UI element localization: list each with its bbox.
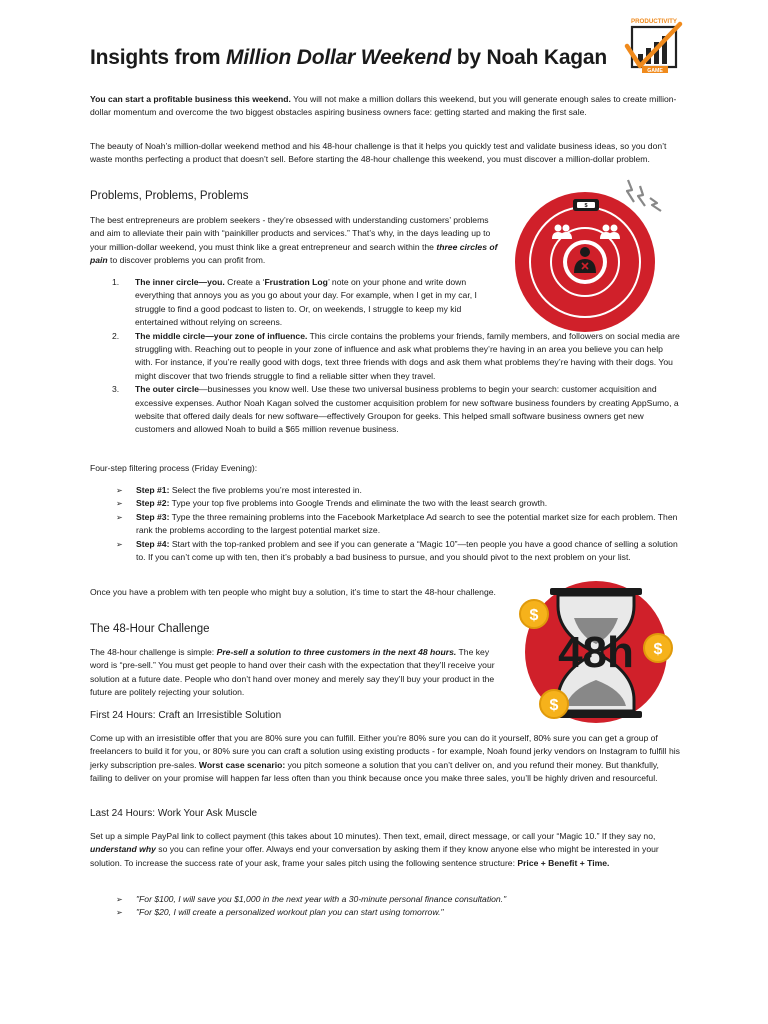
coin-symbol: $ xyxy=(653,641,663,658)
first24-text-a: Come up with an irresistible offer that you are 80% sure you can fulfill. Either you’re 80% sure you can do it yourself, 80% sure you can get a group of freelancers to build it for you, or 80% sure you can craft a solution using existing products - for example, Noah found jerky vendors on Instagram to fulfill his jerky subscription pre-sales. xyxy=(90,733,680,770)
list-item xyxy=(90,538,680,565)
list-item xyxy=(90,906,680,919)
logo-top-text: PRODUCTIVITY xyxy=(630,18,678,25)
section-heading-problems: Problems, Problems, Problems xyxy=(90,190,249,202)
step-label: Step #3: xyxy=(136,511,170,522)
last24-text-a: Set up a simple PayPal link to collect payment (this takes about 10 minutes). Then text, email, direct message, or call your “Magic 10.” If they say no, xyxy=(90,831,656,841)
item-text-rest: ’ note on your phone and write down everything that annoys you as you go about your day. For example, when I get in my car, I struggle to find a good podcast to listen to. Or, on weekends, I struggle to keep my kid entertained without relying on screens. xyxy=(135,277,477,328)
money-symbol: $ xyxy=(584,203,588,210)
coin-icon xyxy=(520,600,548,628)
list-item xyxy=(90,330,680,384)
item-lead: The middle circle—your zone of influence. xyxy=(135,330,308,341)
arrow-bullet-icon: ➢ xyxy=(116,499,123,509)
example-text: "For $100, I will save you $1,000 in the next year with a 30-minute personal finance consultation." xyxy=(136,894,507,904)
list-item xyxy=(90,893,680,906)
examples-list xyxy=(90,893,680,920)
item-lead: The outer circle xyxy=(135,384,199,395)
intro-paragraph-2: The beauty of Noah’s million-dollar weekend method and his 48-hour challenge is that it helps you quickly test and validate business ideas, so you don’t waste months perfecting a product that doesn’t sell. Before starting the 48-hour challenge this weekend, you must discover a million-dollar problem. xyxy=(90,141,667,165)
step-text: Start with the top-ranked problem and see if you can generate a “Magic 10”—ten people you have a good chance of selling a solution to. If you can’t come up with ten, then it’s probably a bad business to pursue, and you should pivot to the next problem on your list. xyxy=(136,538,678,563)
arrow-bullet-icon: ➢ xyxy=(116,908,123,918)
arrow-bullet-icon: ➢ xyxy=(116,486,123,495)
title-book: Million Dollar Weekend xyxy=(226,46,452,69)
productivity-game-logo xyxy=(624,16,684,74)
hourglass-icon xyxy=(514,580,680,726)
step-text: Type the three remaining problems into the Facebook Marketplace Ad search to see the potential market size for each problem. Then rank the problems according to the largest potential market size. xyxy=(136,511,678,536)
problems-paragraph xyxy=(90,214,505,268)
challenge-text-b: The key word is “pre-sell.” You must get people to hand over their cash with the expectation that they’ll receive your solution at a future date. People who don’t hand over money and merely say they’ll buy your product in the future are politely rejecting your solution. xyxy=(90,647,495,698)
list-item xyxy=(90,383,680,437)
filtering-label: Four-step filtering process (Friday Evening): xyxy=(90,463,258,473)
first24-paragraph xyxy=(90,732,680,786)
challenge-paragraph xyxy=(90,646,502,700)
page-title xyxy=(90,46,607,70)
list-item xyxy=(90,511,680,538)
step-label: Step #2: xyxy=(136,498,170,509)
item-number: 1. xyxy=(112,277,120,287)
coin-icon xyxy=(644,634,672,662)
arrow-bullet-icon: ➢ xyxy=(116,539,123,549)
problems-text-a: The best entrepreneurs are problem seekers - they’re obsessed with understanding customers’ problems and aim to alleviate their pain with “painkiller products and services.” That’s why, in the days leading up to your million-dollar weekend, you must think like a great entrepreneur and search within the xyxy=(90,215,491,252)
frustration-log-label: Frustration Log xyxy=(264,277,328,287)
first24-text-b: you pitch someone a solution that you can’t deliver on, and you refund their money. But thankfully, failing to deliver on your promise will happen far less often than you think because once you make three sales, you’ll be highly driven and resourceful. xyxy=(90,759,659,784)
filtering-steps-list xyxy=(90,484,680,564)
challenge-text-a: The 48-hour challenge is simple: xyxy=(90,647,217,657)
intro-paragraph-1 xyxy=(90,93,680,120)
step-text: Type your top five problems into Google Trends and eliminate the two with the least search growth. xyxy=(169,498,548,509)
understand-why-emphasis: understand why xyxy=(90,844,156,855)
three-circles-emphasis: three circles of pain xyxy=(90,241,498,266)
title-prefix: Insights from xyxy=(90,46,227,69)
problems-text-b: to discover problems you can profit from. xyxy=(107,255,266,266)
example-text: "For $20, I will create a personalized workout plan you can start using tomorrow." xyxy=(136,907,444,918)
step-label: Step #1: xyxy=(136,485,170,495)
coin-symbol: $ xyxy=(529,607,539,624)
item-text: —businesses you know well. Use these two universal business problems to begin your search: customer acquisition and excessive expenses. Author Noah Kagan solved the customer acquisition problem for new software business founders by creating AppSumo, a website that offered daily deals for new software—effectively Groupon for geeks. This helped small software business owners get new customers and allowed Noah to build a $65 million revenue business. xyxy=(135,384,679,435)
section-heading-challenge: The 48-Hour Challenge xyxy=(90,623,210,635)
title-suffix: by Noah Kagan xyxy=(451,46,608,69)
item-number: 3. xyxy=(112,384,120,395)
logo-bottom-text: GAME xyxy=(647,67,663,74)
arrow-bullet-icon: ➢ xyxy=(116,512,123,522)
48h-label: 48h xyxy=(558,628,634,677)
coin-icon xyxy=(540,690,568,718)
list-item xyxy=(90,497,680,510)
item-text: Create a ‘ xyxy=(224,277,265,287)
list-item xyxy=(90,484,680,497)
step-text: Select the five problems you’re most interested in. xyxy=(169,485,362,495)
worst-case-label: Worst case scenario: xyxy=(198,759,286,770)
last24-paragraph xyxy=(90,830,680,870)
coin-symbol: $ xyxy=(549,697,559,714)
circles-of-pain-list xyxy=(90,276,680,437)
section-heading-first24: First 24 Hours: Craft an Irresistible Solution xyxy=(90,710,282,721)
step-label: Step #4: xyxy=(136,538,170,549)
list-item xyxy=(90,276,495,330)
filtering-after: Once you have a problem with ten people who might buy a solution, it’s time to start the 48-hour challenge. xyxy=(90,587,496,597)
intro-lead: You can start a profitable business this weekend. xyxy=(90,94,291,104)
item-number: 2. xyxy=(112,330,120,341)
intro-rest: You will not make a million dollars this weekend, but you will generate enough sales to create million-dollar momentum and overcome the two biggest obstacles aspiring business owners face: getting started and making the first sale. xyxy=(90,94,677,118)
presell-emphasis: Pre-sell a solution to three customers in the next 48 hours. xyxy=(216,647,457,657)
arrow-bullet-icon: ➢ xyxy=(116,895,123,904)
item-text: This circle contains the problems your friends, family members, and followers on social media are struggling with. Reaching out to people in your zone of influence and ask what problems they’re having in an area you believe you can help with. For instance, if you’re really good with dogs, text three friends with dogs and ask them what problems they’re having with their dogs. You might discover that two friends struggle to find a reliable sitter when they travel. xyxy=(135,330,680,381)
formula-label: Price + Benefit + Time. xyxy=(517,857,610,868)
item-lead: The inner circle—you. xyxy=(135,277,225,287)
last24-text-b: so you can refine your offer. Always end your conversation by asking them if they know anyone else who might be interested in your solution. To increase the success rate of your ask, frame your sales pitch using the following sentence structure: xyxy=(90,844,659,868)
section-heading-last24: Last 24 Hours: Work Your Ask Muscle xyxy=(90,808,258,819)
